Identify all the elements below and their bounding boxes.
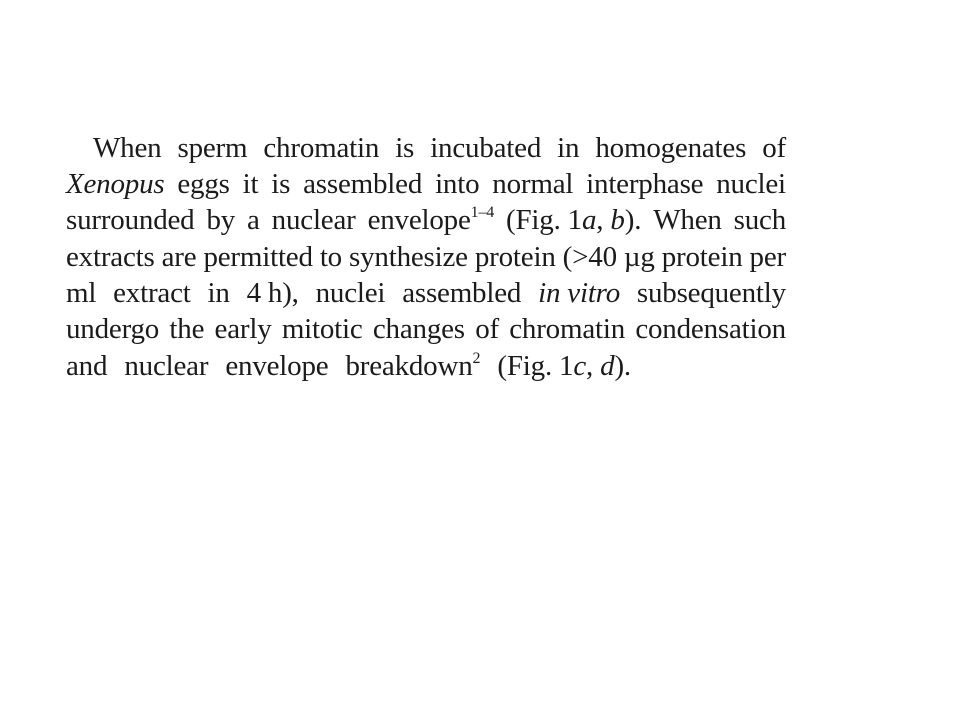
word-with-reference (368, 202, 494, 238)
word: nuclei (315, 277, 386, 309)
word: by (206, 204, 236, 236)
comma: , (586, 350, 594, 382)
word: a (247, 204, 260, 236)
figure-reference (506, 202, 641, 238)
word: protein (474, 241, 556, 273)
word: When (653, 204, 722, 236)
figure-panel-a: a (581, 204, 597, 236)
word: chromatin (263, 132, 380, 164)
figure-ref-suffix: ). (624, 204, 642, 236)
text-line-4 (66, 239, 786, 275)
word: the (169, 313, 205, 345)
word: are (161, 241, 197, 273)
word: 4 h), (246, 277, 299, 309)
figure-panel-d: d (600, 350, 615, 382)
text-line-2 (66, 166, 786, 202)
word: homogenates (595, 132, 747, 164)
species-name: Xenopus (66, 168, 165, 200)
word: envelope (225, 350, 329, 382)
word: to (319, 241, 342, 273)
word: undergo (66, 313, 160, 345)
word: condensation (635, 313, 786, 345)
word: surrounded (66, 204, 195, 236)
word: eggs (177, 168, 230, 200)
text-line-7 (66, 348, 786, 384)
word: of (762, 132, 786, 164)
word: extracts (66, 241, 155, 273)
word: µg (623, 241, 655, 273)
reference-superscript: 2 (472, 350, 481, 368)
word: assembled (402, 277, 522, 309)
text-line-5 (66, 275, 786, 311)
word: into (435, 168, 480, 200)
in-vitro-phrase: in vitro (538, 277, 620, 309)
figure-ref-prefix: (Fig. 1 (497, 350, 574, 382)
text-line-6 (66, 311, 786, 347)
word: nuclear (124, 350, 209, 382)
word: ml (66, 277, 97, 309)
figure-ref-suffix: ). (614, 350, 631, 382)
word: mitotic (281, 313, 363, 345)
word: it (242, 168, 259, 200)
word: permitted (203, 241, 313, 273)
figure-reference (497, 348, 631, 384)
word: protein (661, 241, 743, 273)
text-line-3 (66, 202, 786, 238)
comma: , (596, 204, 604, 236)
word: normal (492, 168, 574, 200)
word: When (93, 132, 162, 164)
word: is (395, 132, 415, 164)
word: early (214, 313, 272, 345)
word: extract (113, 277, 191, 309)
word: and (66, 350, 108, 382)
word: subsequently (636, 277, 786, 309)
word: sperm (177, 132, 248, 164)
word: synthesize (349, 241, 468, 273)
word-with-reference (345, 348, 480, 384)
word: (>40 (562, 241, 617, 273)
word: assembled (303, 168, 423, 200)
word: such (733, 204, 786, 236)
reference-superscript: 1–4 (470, 204, 495, 222)
word: is (271, 168, 291, 200)
word: per (749, 241, 786, 273)
word: breakdown (345, 350, 473, 382)
word: changes (372, 313, 465, 345)
figure-panel-b: b (610, 204, 625, 236)
figure-panel-c: c (573, 350, 587, 382)
word: envelope (367, 204, 471, 236)
word: of (475, 313, 499, 345)
word: interphase (586, 168, 704, 200)
text-line-1 (66, 130, 786, 166)
word: nuclear (271, 204, 356, 236)
word: nuclei (716, 168, 786, 200)
word: chromatin (509, 313, 626, 345)
word: in (207, 277, 230, 309)
word: in (557, 132, 580, 164)
figure-ref-prefix: (Fig. 1 (506, 204, 582, 236)
word: incubated (430, 132, 542, 164)
